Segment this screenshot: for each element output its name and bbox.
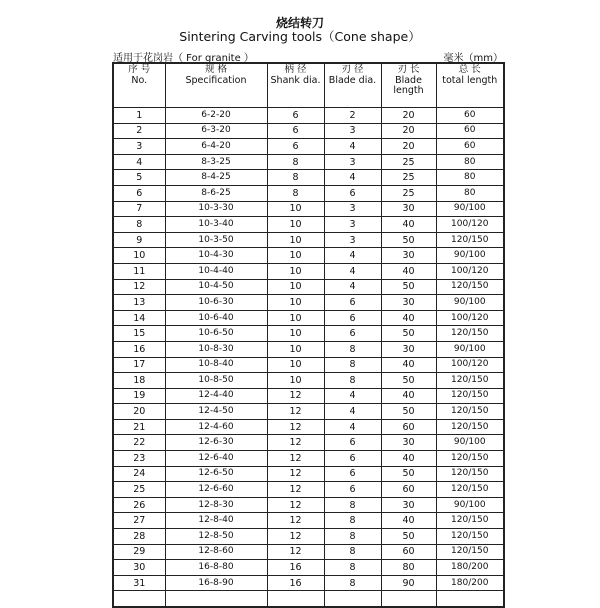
cell-shank-dia: 10	[267, 279, 324, 295]
cell-blade-length: 60	[381, 419, 436, 435]
table-row	[113, 544, 504, 560]
cell-total-length: 120/150	[436, 373, 504, 389]
table-row	[113, 529, 504, 545]
cell-spec: 8-6-25	[165, 185, 267, 201]
cell-blade-length: 25	[381, 154, 436, 170]
cell-shank-dia: 10	[267, 232, 324, 248]
cell-shank-dia: 12	[267, 419, 324, 435]
cell-total-length: 120/150	[436, 529, 504, 545]
cell-shank-dia: 8	[267, 185, 324, 201]
table-row	[113, 217, 504, 233]
cell-blade-length: 20	[381, 108, 436, 124]
empty-cell	[324, 591, 381, 607]
table-row	[113, 575, 504, 591]
cell-spec: 12-4-60	[165, 419, 267, 435]
cell-no: 17	[113, 357, 165, 373]
cell-no: 15	[113, 326, 165, 342]
cell-blade-dia: 6	[324, 310, 381, 326]
cell-blade-length: 40	[381, 217, 436, 233]
cell-blade-dia: 6	[324, 326, 381, 342]
table-row	[113, 435, 504, 451]
cell-blade-dia: 8	[324, 357, 381, 373]
cell-spec: 10-8-50	[165, 373, 267, 389]
cell-blade-length: 50	[381, 529, 436, 545]
table-row	[113, 295, 504, 311]
cell-total-length: 60	[436, 139, 504, 155]
cell-blade-dia: 8	[324, 373, 381, 389]
cell-no: 6	[113, 185, 165, 201]
cell-blade-length: 50	[381, 373, 436, 389]
cell-blade-length: 40	[381, 263, 436, 279]
empty-row	[113, 591, 504, 607]
cell-no: 4	[113, 154, 165, 170]
header-no: 序 号 No.	[113, 63, 165, 108]
table-row	[113, 341, 504, 357]
cell-blade-length: 20	[381, 123, 436, 139]
cell-blade-length: 30	[381, 497, 436, 513]
cell-blade-length: 30	[381, 248, 436, 264]
cell-blade-length: 60	[381, 482, 436, 498]
cell-shank-dia: 12	[267, 451, 324, 467]
table-row	[113, 154, 504, 170]
cell-total-length: 180/200	[436, 575, 504, 591]
cell-total-length: 120/150	[436, 513, 504, 529]
table-row	[113, 170, 504, 186]
cell-shank-dia: 12	[267, 388, 324, 404]
table-row	[113, 466, 504, 482]
cell-no: 31	[113, 575, 165, 591]
cell-blade-dia: 8	[324, 529, 381, 545]
cell-no: 21	[113, 419, 165, 435]
cell-spec: 12-6-30	[165, 435, 267, 451]
table-row	[113, 419, 504, 435]
cell-blade-dia: 6	[324, 435, 381, 451]
empty-cell	[381, 591, 436, 607]
cell-spec: 10-3-40	[165, 217, 267, 233]
cell-blade-dia: 2	[324, 108, 381, 124]
cell-blade-dia: 3	[324, 217, 381, 233]
cell-spec: 10-3-50	[165, 232, 267, 248]
cell-shank-dia: 8	[267, 154, 324, 170]
cell-no: 7	[113, 201, 165, 217]
cell-blade-dia: 3	[324, 232, 381, 248]
cell-blade-length: 40	[381, 357, 436, 373]
cell-blade-length: 50	[381, 326, 436, 342]
cell-blade-dia: 4	[324, 263, 381, 279]
cell-spec: 6-4-20	[165, 139, 267, 155]
cell-blade-dia: 6	[324, 466, 381, 482]
cell-shank-dia: 6	[267, 108, 324, 124]
cell-blade-dia: 4	[324, 279, 381, 295]
header-blade-dia: 刃 径 Blade dia.	[324, 63, 381, 108]
cell-blade-length: 50	[381, 232, 436, 248]
cell-spec: 10-3-30	[165, 201, 267, 217]
cell-total-length: 90/100	[436, 201, 504, 217]
cell-blade-dia: 3	[324, 123, 381, 139]
cell-total-length: 60	[436, 108, 504, 124]
table-row	[113, 123, 504, 139]
table-row	[113, 373, 504, 389]
cell-total-length: 90/100	[436, 248, 504, 264]
cell-shank-dia: 10	[267, 326, 324, 342]
cell-blade-dia: 6	[324, 185, 381, 201]
cell-spec: 12-8-60	[165, 544, 267, 560]
cell-shank-dia: 12	[267, 435, 324, 451]
cell-total-length: 80	[436, 154, 504, 170]
cell-blade-dia: 3	[324, 154, 381, 170]
spec-table	[112, 62, 505, 608]
cell-total-length: 180/200	[436, 560, 504, 576]
cell-blade-length: 30	[381, 341, 436, 357]
cell-total-length: 120/150	[436, 279, 504, 295]
cell-total-length: 100/120	[436, 217, 504, 233]
cell-total-length: 120/150	[436, 544, 504, 560]
cell-total-length: 90/100	[436, 295, 504, 311]
cell-total-length: 90/100	[436, 341, 504, 357]
cell-shank-dia: 10	[267, 373, 324, 389]
cell-spec: 10-4-50	[165, 279, 267, 295]
table-row	[113, 497, 504, 513]
cell-no: 27	[113, 513, 165, 529]
cell-blade-length: 50	[381, 466, 436, 482]
cell-spec: 12-4-50	[165, 404, 267, 420]
cell-blade-dia: 4	[324, 170, 381, 186]
cell-shank-dia: 10	[267, 295, 324, 311]
cell-blade-length: 25	[381, 170, 436, 186]
cell-spec: 10-4-30	[165, 248, 267, 264]
cell-no: 1	[113, 108, 165, 124]
cell-total-length: 100/120	[436, 310, 504, 326]
cell-total-length: 120/150	[436, 232, 504, 248]
cell-blade-dia: 6	[324, 482, 381, 498]
cell-no: 12	[113, 279, 165, 295]
cell-spec: 12-6-50	[165, 466, 267, 482]
header-total-length: 总 长 total length	[436, 63, 504, 108]
cell-no: 19	[113, 388, 165, 404]
cell-no: 5	[113, 170, 165, 186]
table-row	[113, 139, 504, 155]
table-row	[113, 357, 504, 373]
cell-no: 14	[113, 310, 165, 326]
unit-note: 毫米（mm）	[443, 53, 503, 64]
cell-shank-dia: 12	[267, 482, 324, 498]
cell-no: 22	[113, 435, 165, 451]
cell-spec: 8-3-25	[165, 154, 267, 170]
cell-shank-dia: 12	[267, 529, 324, 545]
cell-shank-dia: 10	[267, 263, 324, 279]
cell-blade-length: 30	[381, 295, 436, 311]
cell-spec: 16-8-80	[165, 560, 267, 576]
cell-no: 23	[113, 451, 165, 467]
cell-shank-dia: 8	[267, 170, 324, 186]
cell-blade-dia: 8	[324, 544, 381, 560]
cell-blade-length: 40	[381, 451, 436, 467]
cell-blade-dia: 8	[324, 575, 381, 591]
cell-blade-length: 60	[381, 544, 436, 560]
cell-blade-dia: 8	[324, 513, 381, 529]
cell-total-length: 60	[436, 123, 504, 139]
cell-total-length: 90/100	[436, 497, 504, 513]
cell-spec: 6-2-20	[165, 108, 267, 124]
cell-total-length: 120/150	[436, 419, 504, 435]
cell-no: 13	[113, 295, 165, 311]
cell-shank-dia: 16	[267, 575, 324, 591]
cell-total-length: 120/150	[436, 388, 504, 404]
cell-blade-dia: 8	[324, 341, 381, 357]
table-row	[113, 404, 504, 420]
empty-cell	[267, 591, 324, 607]
cell-no: 18	[113, 373, 165, 389]
cell-total-length: 100/120	[436, 357, 504, 373]
table-row	[113, 326, 504, 342]
cell-blade-dia: 8	[324, 497, 381, 513]
cell-blade-dia: 4	[324, 248, 381, 264]
cell-spec: 12-6-40	[165, 451, 267, 467]
cell-shank-dia: 12	[267, 497, 324, 513]
cell-blade-length: 25	[381, 185, 436, 201]
cell-blade-length: 50	[381, 279, 436, 295]
cell-no: 30	[113, 560, 165, 576]
cell-spec: 8-4-25	[165, 170, 267, 186]
cell-blade-dia: 6	[324, 451, 381, 467]
cell-total-length: 120/150	[436, 451, 504, 467]
cell-spec: 10-8-40	[165, 357, 267, 373]
cell-no: 2	[113, 123, 165, 139]
empty-cell	[436, 591, 504, 607]
cell-no: 10	[113, 248, 165, 264]
empty-cell	[165, 591, 267, 607]
header-shank-dia: 柄 径 Shank dia.	[267, 63, 324, 108]
cell-total-length: 80	[436, 185, 504, 201]
cell-total-length: 90/100	[436, 435, 504, 451]
cell-blade-length: 20	[381, 139, 436, 155]
cell-blade-dia: 4	[324, 139, 381, 155]
title-english: Sintering Carving tools（Cone shape）	[179, 29, 421, 44]
cell-blade-length: 50	[381, 404, 436, 420]
cell-shank-dia: 12	[267, 404, 324, 420]
table-row	[113, 263, 504, 279]
cell-blade-length: 30	[381, 201, 436, 217]
cell-no: 11	[113, 263, 165, 279]
cell-no: 24	[113, 466, 165, 482]
cell-spec: 12-6-60	[165, 482, 267, 498]
cell-shank-dia: 12	[267, 544, 324, 560]
cell-no: 20	[113, 404, 165, 420]
table-row	[113, 482, 504, 498]
cell-blade-length: 40	[381, 513, 436, 529]
empty-cell	[113, 591, 165, 607]
table-row	[113, 451, 504, 467]
cell-shank-dia: 10	[267, 357, 324, 373]
cell-spec: 16-8-90	[165, 575, 267, 591]
cell-total-length: 100/120	[436, 263, 504, 279]
cell-blade-length: 40	[381, 310, 436, 326]
cell-blade-dia: 6	[324, 295, 381, 311]
table-row	[113, 388, 504, 404]
cell-no: 3	[113, 139, 165, 155]
cell-no: 16	[113, 341, 165, 357]
table-row	[113, 279, 504, 295]
cell-spec: 6-3-20	[165, 123, 267, 139]
cell-shank-dia: 10	[267, 310, 324, 326]
title-chinese: 烧结转刀	[275, 16, 324, 30]
cell-no: 28	[113, 529, 165, 545]
cell-blade-dia: 4	[324, 404, 381, 420]
cell-total-length: 120/150	[436, 466, 504, 482]
cell-total-length: 120/150	[436, 404, 504, 420]
cell-shank-dia: 10	[267, 248, 324, 264]
cell-no: 25	[113, 482, 165, 498]
cell-shank-dia: 6	[267, 123, 324, 139]
cell-spec: 10-8-30	[165, 341, 267, 357]
application-note: 适用于花岗岩（ For granite ）	[113, 53, 254, 64]
cell-shank-dia: 16	[267, 560, 324, 576]
cell-spec: 12-8-50	[165, 529, 267, 545]
table-row	[113, 201, 504, 217]
cell-blade-dia: 4	[324, 388, 381, 404]
cell-total-length: 120/150	[436, 326, 504, 342]
table-row	[113, 185, 504, 201]
cell-shank-dia: 12	[267, 466, 324, 482]
cell-spec: 12-4-40	[165, 388, 267, 404]
header-specification: 规 格 Specification	[165, 63, 267, 108]
cell-blade-dia: 8	[324, 560, 381, 576]
table-row	[113, 232, 504, 248]
cell-spec: 12-8-40	[165, 513, 267, 529]
cell-no: 29	[113, 544, 165, 560]
cell-blade-length: 40	[381, 388, 436, 404]
cell-blade-length: 80	[381, 560, 436, 576]
header-row	[113, 63, 504, 108]
cell-blade-dia: 4	[324, 419, 381, 435]
table-row	[113, 513, 504, 529]
table-row	[113, 310, 504, 326]
cell-no: 8	[113, 217, 165, 233]
table-row	[113, 560, 504, 576]
cell-total-length: 120/150	[436, 482, 504, 498]
cell-shank-dia: 10	[267, 341, 324, 357]
table-row	[113, 248, 504, 264]
cell-spec: 10-6-30	[165, 295, 267, 311]
cell-shank-dia: 6	[267, 139, 324, 155]
table-row	[113, 108, 504, 124]
header-blade-length: 刃 长 Blade length	[381, 63, 436, 108]
cell-shank-dia: 12	[267, 513, 324, 529]
cell-blade-dia: 3	[324, 201, 381, 217]
cell-no: 9	[113, 232, 165, 248]
cell-no: 26	[113, 497, 165, 513]
cell-spec: 10-6-40	[165, 310, 267, 326]
cell-spec: 12-8-30	[165, 497, 267, 513]
cell-shank-dia: 10	[267, 201, 324, 217]
cell-total-length: 80	[436, 170, 504, 186]
cell-blade-length: 30	[381, 435, 436, 451]
cell-shank-dia: 10	[267, 217, 324, 233]
cell-spec: 10-4-40	[165, 263, 267, 279]
cell-spec: 10-6-50	[165, 326, 267, 342]
cell-blade-length: 90	[381, 575, 436, 591]
